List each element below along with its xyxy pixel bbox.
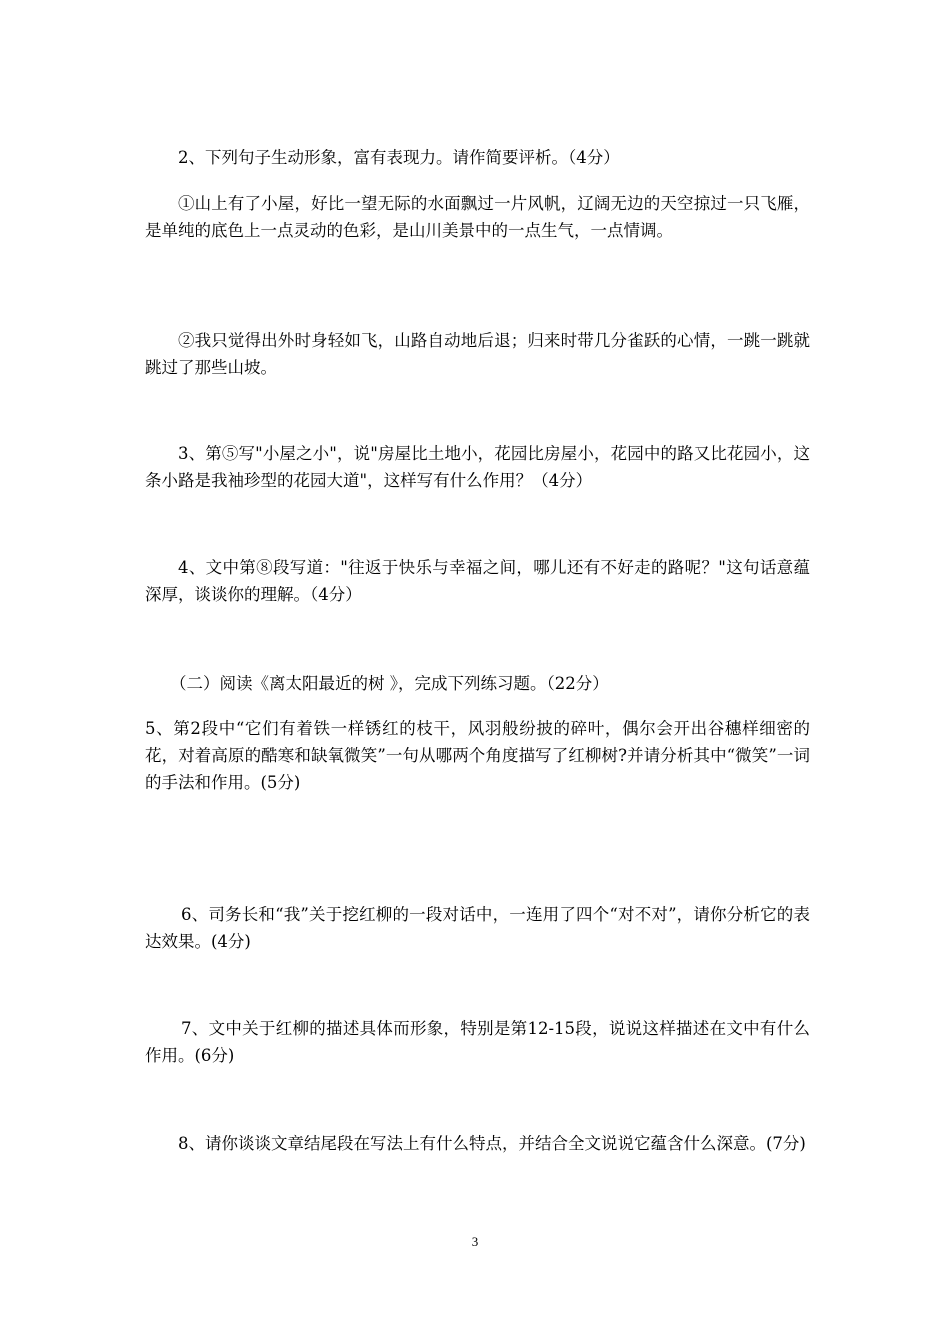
question-4: 4、文中第⑧段写道："往返于快乐与幸福之间，哪儿还有不好走的路呢？"这句话意蕴深厚，谈谈你的理解。（4分） [145,558,810,604]
question-8: 8、请你谈谈文章结尾段在写法上有什么特点，并结合全文说说它蕴含什么深意。(7分) [178,1134,806,1153]
section-2-heading: （二）阅读《离太阳最近的树 》，完成下列练习题。（22分） [170,674,609,693]
question-6: 6、司务长和“我”关于挖红柳的一段对话中，一连用了四个“对不对”，请你分析它的表达效果。(4分) [145,905,810,951]
question-2: 2、下列句子生动形象，富有表现力。请作简要评析。（4分） [178,148,620,167]
page-number: 3 [471,1234,479,1249]
question-3: 3、第⑤写"小屋之小"，说"房屋比土地小，花园比房屋小，花园中的路又比花园小，这条小路是我袖珍型的花园大道"，这样写有什么作用？（4分） [145,444,810,490]
question-5: 5、第2段中“它们有着铁一样锈红的枝干，风羽般纷披的碎叶，偶尔会开出谷穗样细密的花，对着高原的酷寒和缺氧微笑”一句从哪两个角度描写了红柳树?并请分析其中“微笑”一词的手法和作用。(5分) [145,719,810,792]
question-2-sentence-2: ②我只觉得出外时身轻如飞，山路自动地后退；归来时带几分雀跃的心情，一跳一跳就跳过了那些山坡。 [145,331,810,377]
question-7: 7、文中关于红柳的描述具体而形象，特别是第12-15段，说说这样描述在文中有什么作用。(6分) [145,1019,810,1065]
question-2-sentence-1: ①山上有了小屋，好比一望无际的水面飘过一片风帆，辽阔无边的天空掠过一只飞雁，是单纯的底色上一点灵动的色彩，是山川美景中的一点生气，一点情调。 [145,194,810,240]
